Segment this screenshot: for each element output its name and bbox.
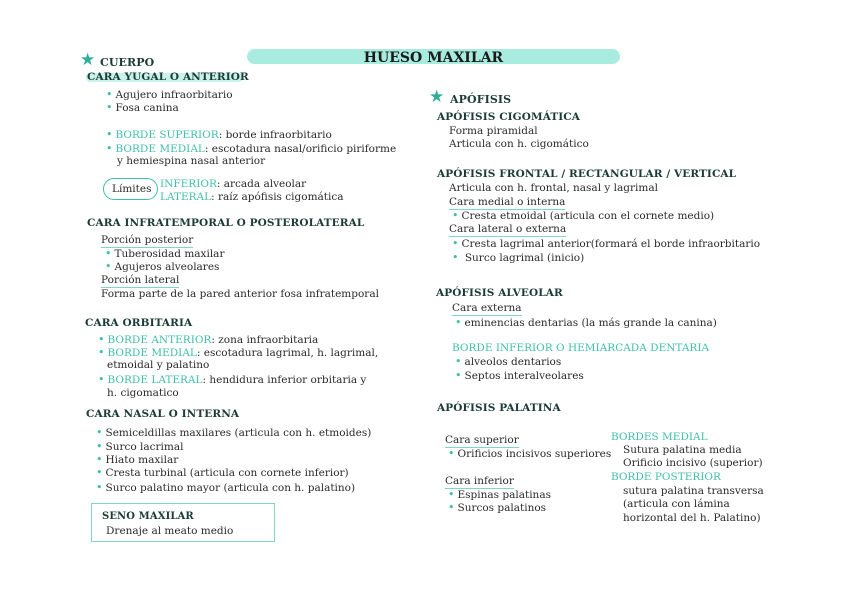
cuerpo-heading: CUERPO (100, 56, 155, 69)
list-item: • BORDE ANTERIOR: zona infraorbitaria (98, 333, 319, 346)
borde-inferior-label: BORDE INFERIOR O HEMIARCADA DENTARIA (452, 342, 710, 354)
alveolar-heading: APÓFISIS ALVEOLAR (436, 287, 563, 299)
list-item: • Surco lagrimal (inicio) (452, 251, 585, 264)
nasal-heading: CARA NASAL O INTERNA (86, 408, 240, 420)
frontal-line: Articula con h. frontal, nasal y lagrimal (449, 182, 658, 194)
cigomatica-line: Articula con h. cigomático (449, 138, 589, 150)
borde-medial-item: • BORDE MEDIAL: escotadura nasal/orificio piriforme (106, 142, 397, 155)
orbitaria-heading: CARA ORBITARIA (85, 317, 193, 329)
porcion-lateral: Porción lateral (101, 274, 180, 286)
list-item: • Cresta lagrimal anterior(formará el borde infraorbitario (452, 237, 761, 250)
limite-inferior: INFERIOR: arcada alveolar (160, 178, 307, 190)
borde-superior-item: • BORDE SUPERIOR: borde infraorbitario (106, 128, 332, 141)
limite-lateral: LATERAL: raíz apófisis cigomática (160, 191, 344, 203)
cara-inferior: Cara inferior (445, 475, 514, 487)
list-item: • Surco lacrimal (96, 440, 184, 453)
list-item-cont: etmoidal y palatino (107, 359, 210, 371)
list-item: • Espinas palatinas (448, 488, 551, 501)
list-item: • alveolos dentarios (455, 355, 562, 368)
cara-lateral: Cara lateral o externa (449, 223, 567, 235)
porcion-posterior: Porción posterior (101, 234, 194, 246)
list-item: • Surco palatino mayor (articula con h. palatino) (96, 481, 356, 494)
list-item: • BORDE MEDIAL: escotadura lagrimal, h. lagrimal, (98, 346, 379, 359)
cara-superior: Cara superior (445, 434, 519, 446)
cara-medial: Cara medial o interna (449, 196, 566, 208)
posterior-line: horizontal del h. Palatino) (623, 512, 761, 524)
page-title: HUESO MAXILAR (363, 50, 504, 66)
posterior-line: sutura palatina transversa (623, 485, 764, 497)
star-icon: ★ (80, 50, 96, 70)
infratemporal-heading: CARA INFRATEMPORAL O POSTEROLATERAL (87, 217, 365, 229)
list-item-cont: h. cigomatico (107, 387, 179, 399)
borde-posterior-label: BORDE POSTERIOR (611, 471, 721, 483)
list-item: • Agujero infraorbitario (106, 88, 233, 101)
list-item: • Semiceldillas maxilares (articula con h. etmoides) (96, 426, 372, 439)
porcion-lateral-text: Forma parte de la pared anterior fosa infratemporal (101, 288, 379, 300)
yugal-heading: CARA YUGAL O ANTERIOR (87, 71, 249, 83)
cigomatica-line: Forma piramidal (449, 125, 538, 137)
medial-line: Orificio incisivo (superior) (623, 457, 763, 469)
list-item: • Fosa canina (106, 101, 179, 114)
posterior-line: (articula con lámina (623, 498, 730, 510)
borde-medial-cont: y hemiespina nasal anterior (117, 155, 266, 167)
list-item: • eminencias dentarias (la más grande la canina) (455, 316, 717, 329)
list-item: • Orificios incisivos superiores (448, 447, 612, 460)
list-item: • Hiato maxilar (96, 453, 179, 466)
star-icon: ★ (429, 87, 445, 107)
limites-label: Límites (112, 183, 152, 195)
apofisis-heading: APÓFISIS (450, 93, 512, 106)
cigomatica-heading: APÓFISIS CIGOMÁTICA (437, 111, 580, 123)
list-item: • Tuberosidad maxilar (105, 247, 225, 260)
frontal-heading: APÓFISIS FRONTAL / RECTANGULAR / VERTICAL (437, 168, 737, 180)
cara-externa: Cara externa (452, 302, 522, 314)
list-item: • Cresta turbinal (articula con cornete inferior) (96, 466, 349, 479)
seno-heading: SENO MAXILAR (102, 511, 194, 522)
list-item: • BORDE LATERAL: hendidura inferior orbitaria y (98, 373, 367, 386)
list-item: • Septos interalveolares (455, 369, 584, 382)
list-item: • Cresta etmoidal (articula con el cornete medio) (452, 209, 715, 222)
list-item: • Surcos palatinos (448, 501, 547, 514)
medial-line: Sutura palatina media (623, 444, 742, 456)
palatina-heading: APÓFISIS PALATINA (437, 402, 561, 414)
seno-text: Drenaje al meato medio (106, 525, 234, 537)
list-item: • Agujeros alveolares (105, 260, 220, 273)
bordes-medial-label: BORDES MEDIAL (611, 431, 708, 443)
